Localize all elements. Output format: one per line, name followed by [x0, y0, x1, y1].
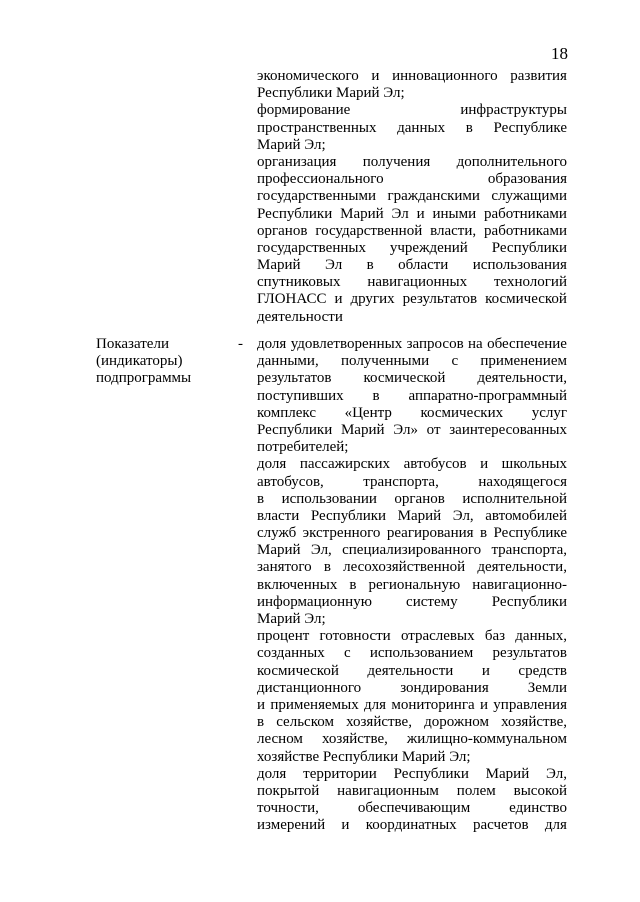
- word: космической: [363, 370, 446, 387]
- text-line: Марий Эл;: [257, 136, 326, 153]
- word: обеспечивающим: [357, 800, 471, 817]
- word: жилищно-коммунальном: [406, 731, 567, 748]
- text-line: [257, 353, 567, 370]
- word: доля: [257, 765, 287, 782]
- word: Марий: [257, 257, 301, 274]
- indicators-label-line: подпрограммы: [96, 370, 192, 386]
- indicators-label-line: (индикаторы): [96, 353, 183, 369]
- word: специализированного: [342, 542, 482, 559]
- word: космических: [420, 404, 504, 421]
- word: управления: [493, 696, 567, 713]
- word: сельском: [276, 714, 334, 731]
- indicators-label-line: Показатели: [96, 336, 169, 352]
- word: для: [364, 696, 387, 713]
- word: удовлетворенных: [290, 336, 403, 352]
- word: навигационным: [337, 782, 439, 799]
- text-line: [257, 577, 567, 594]
- text-line: [257, 714, 567, 731]
- word: баз: [484, 628, 506, 645]
- text-line: [257, 422, 567, 439]
- word: систему: [406, 593, 458, 610]
- word: мониторинга: [391, 696, 475, 713]
- word: и: [479, 696, 488, 713]
- label-dash: -: [238, 336, 243, 352]
- word: хозяйстве,: [501, 714, 567, 731]
- word: инфраструктуры: [460, 102, 567, 119]
- word: инновационного: [392, 68, 498, 84]
- word: других: [350, 291, 395, 308]
- word: и: [416, 205, 425, 222]
- word: аппаратно-программный: [408, 387, 567, 404]
- text-line: [257, 680, 567, 697]
- word: Марий: [397, 507, 442, 524]
- word: находящегося: [478, 473, 567, 490]
- word: власти,: [430, 222, 477, 239]
- word: Эл,: [546, 765, 567, 782]
- word: дистанционного: [257, 679, 362, 696]
- word: спутниковых: [257, 274, 341, 291]
- word: и: [371, 68, 380, 84]
- word: готовности: [319, 628, 391, 645]
- word: технологий: [493, 274, 567, 291]
- text-line: [257, 508, 567, 525]
- word: в: [372, 387, 380, 404]
- text-line: [257, 405, 567, 422]
- word: работниками: [484, 205, 567, 222]
- word: Эл»: [393, 421, 418, 438]
- word: служащими: [491, 188, 567, 205]
- word: Марий: [340, 421, 385, 438]
- text-line: [257, 154, 567, 171]
- word: и: [341, 817, 350, 834]
- word: профессионального: [257, 171, 384, 188]
- word: Республики: [257, 205, 333, 222]
- word: ГЛОНАСС: [257, 291, 327, 308]
- word: данными,: [257, 353, 319, 370]
- word: органов: [257, 222, 308, 239]
- word: данных,: [515, 628, 567, 645]
- word: образования: [487, 171, 567, 188]
- word: Эл: [391, 205, 409, 222]
- word: и: [334, 291, 343, 308]
- text-line: [257, 188, 567, 205]
- text-line: [257, 102, 567, 119]
- word: реагирования: [386, 525, 474, 542]
- word: организация: [257, 153, 337, 170]
- word: автобусов,: [257, 473, 324, 490]
- word: заинтересованных: [449, 421, 567, 438]
- word: иными: [432, 205, 477, 222]
- word: школьных: [501, 456, 567, 473]
- text-line: Республики Марий Эл;: [257, 85, 405, 102]
- word: расчетов: [472, 817, 529, 834]
- word: доля: [257, 336, 287, 352]
- text-line: [257, 223, 567, 240]
- word: с: [451, 353, 459, 370]
- word: власти: [257, 507, 300, 524]
- text-line: деятельности: [257, 308, 343, 325]
- word: использованием: [369, 645, 474, 662]
- word: Республики: [393, 765, 469, 782]
- word: хозяйстве,: [346, 714, 412, 731]
- word: в: [366, 257, 374, 274]
- word: «Центр: [344, 404, 392, 421]
- word: автомобилей: [485, 507, 567, 524]
- text-line: [257, 628, 567, 645]
- indicators-label: [96, 336, 226, 387]
- word: получения: [362, 153, 431, 170]
- word: области: [398, 257, 449, 274]
- word: Республики: [310, 507, 387, 524]
- word: в: [323, 559, 331, 576]
- word: применением: [480, 353, 567, 370]
- word: Эл,: [452, 507, 474, 524]
- word: Республики: [491, 593, 567, 610]
- word: высокой: [513, 782, 567, 799]
- word: гражданскими: [387, 188, 480, 205]
- word: данных: [397, 119, 446, 136]
- text-line: [257, 257, 567, 274]
- word: лесохозяйственной: [343, 559, 466, 576]
- word: органов: [394, 490, 445, 507]
- word: Эл,: [310, 542, 332, 559]
- word: деятельности: [367, 662, 454, 679]
- word: Марий: [485, 765, 530, 782]
- word: пространственных: [257, 119, 377, 136]
- word: точности,: [257, 800, 319, 817]
- word: государственной: [315, 222, 423, 239]
- word: результатов: [402, 291, 478, 308]
- word: доля: [257, 456, 287, 473]
- continued-text-block: [257, 68, 567, 326]
- word: транспорта,: [491, 542, 567, 559]
- word: территории: [303, 765, 377, 782]
- word: учреждений: [389, 239, 468, 256]
- text-line: [257, 594, 567, 611]
- word: Земли: [527, 679, 567, 696]
- word: Республики: [257, 421, 333, 438]
- word: Республики: [491, 239, 567, 256]
- word: космической: [485, 291, 567, 308]
- text-line: [257, 336, 567, 353]
- word: государственными: [257, 188, 376, 205]
- word: в: [257, 714, 265, 731]
- word: Марий: [257, 542, 301, 559]
- text-line: [257, 291, 567, 308]
- word: единство: [509, 800, 567, 817]
- text-line: [257, 525, 567, 542]
- word: навигационно-: [472, 576, 567, 593]
- text-line: [257, 68, 567, 85]
- word: развития: [510, 68, 567, 84]
- word: и: [480, 456, 489, 473]
- page-number: 18: [551, 44, 568, 63]
- word: деятельности,: [477, 370, 567, 387]
- word: в: [465, 119, 473, 136]
- word: деятельности,: [477, 559, 567, 576]
- word: в: [479, 525, 488, 542]
- word: отраслевых: [400, 628, 475, 645]
- word: включенных: [257, 576, 338, 593]
- word: от: [426, 421, 441, 438]
- word: использовании: [281, 490, 377, 507]
- word: экстренного: [302, 525, 381, 542]
- text-line: [257, 120, 567, 137]
- word: Эл: [325, 257, 343, 274]
- word: на: [468, 336, 483, 352]
- word: Республике: [493, 525, 567, 542]
- text-line: [257, 474, 567, 491]
- text-line: [257, 370, 567, 387]
- text-line: [257, 206, 567, 223]
- text-line: [257, 663, 567, 680]
- text-line: [257, 171, 567, 188]
- word: с: [343, 645, 351, 662]
- word: использования: [472, 257, 567, 274]
- word: измерений: [257, 817, 326, 834]
- word: и: [481, 662, 490, 679]
- text-line: [257, 800, 567, 817]
- word: пассажирских: [299, 456, 391, 473]
- word: региональную: [368, 576, 461, 593]
- word: экономического: [257, 68, 359, 84]
- word: государственных: [257, 239, 366, 256]
- word: и: [257, 696, 266, 713]
- word: хозяйстве,: [321, 731, 388, 748]
- indicators-text-block: [257, 336, 567, 834]
- word: автобусов: [403, 456, 467, 473]
- text-line: потребителей;: [257, 439, 349, 456]
- text-line: [257, 388, 567, 405]
- word: формирование: [257, 102, 351, 119]
- word: в: [349, 576, 357, 593]
- word: для: [544, 817, 567, 834]
- word: космической: [257, 662, 339, 679]
- word: результатов: [492, 645, 567, 662]
- text-line: [257, 456, 567, 473]
- word: запросов: [406, 336, 464, 352]
- word: полем: [456, 782, 496, 799]
- word: Марий: [340, 205, 384, 222]
- word: навигационных: [367, 274, 468, 291]
- text-line: [257, 783, 567, 800]
- text-line: [257, 240, 567, 257]
- text-line: [257, 766, 567, 783]
- word: дополнительного: [456, 153, 567, 170]
- word: поступивших: [257, 387, 344, 404]
- word: применяемых: [270, 696, 359, 713]
- word: созданных: [257, 645, 325, 662]
- text-line: [257, 697, 567, 714]
- word: в: [257, 490, 265, 507]
- word: средств: [518, 662, 567, 679]
- text-line: [257, 645, 567, 662]
- text-line: [257, 542, 567, 559]
- word: комплекс: [257, 404, 316, 421]
- word: лесном: [257, 731, 303, 748]
- text-line: Марий Эл;: [257, 611, 326, 627]
- word: процент: [257, 628, 310, 645]
- word: результатов: [257, 370, 332, 387]
- word: работниками: [484, 222, 567, 239]
- word: Республике: [493, 119, 567, 136]
- word: транспорта,: [363, 473, 439, 490]
- word: обеспечение: [487, 336, 567, 352]
- word: занятого: [257, 559, 312, 576]
- word: зондирования: [400, 679, 489, 696]
- text-line: [257, 491, 567, 508]
- word: исполнительной: [462, 490, 567, 507]
- word: информационную: [257, 593, 372, 610]
- text-line: [257, 817, 567, 834]
- word: дорожном: [424, 714, 489, 731]
- word: координатных: [365, 817, 457, 834]
- text-line: [257, 274, 567, 291]
- word: полученными: [340, 353, 430, 370]
- word: услуг: [531, 404, 567, 421]
- text-line: [257, 731, 567, 748]
- word: служб: [257, 525, 297, 542]
- word: покрытой: [257, 782, 320, 799]
- text-line: хозяйстве Республики Марий Эл;: [257, 748, 471, 765]
- text-line: [257, 559, 567, 576]
